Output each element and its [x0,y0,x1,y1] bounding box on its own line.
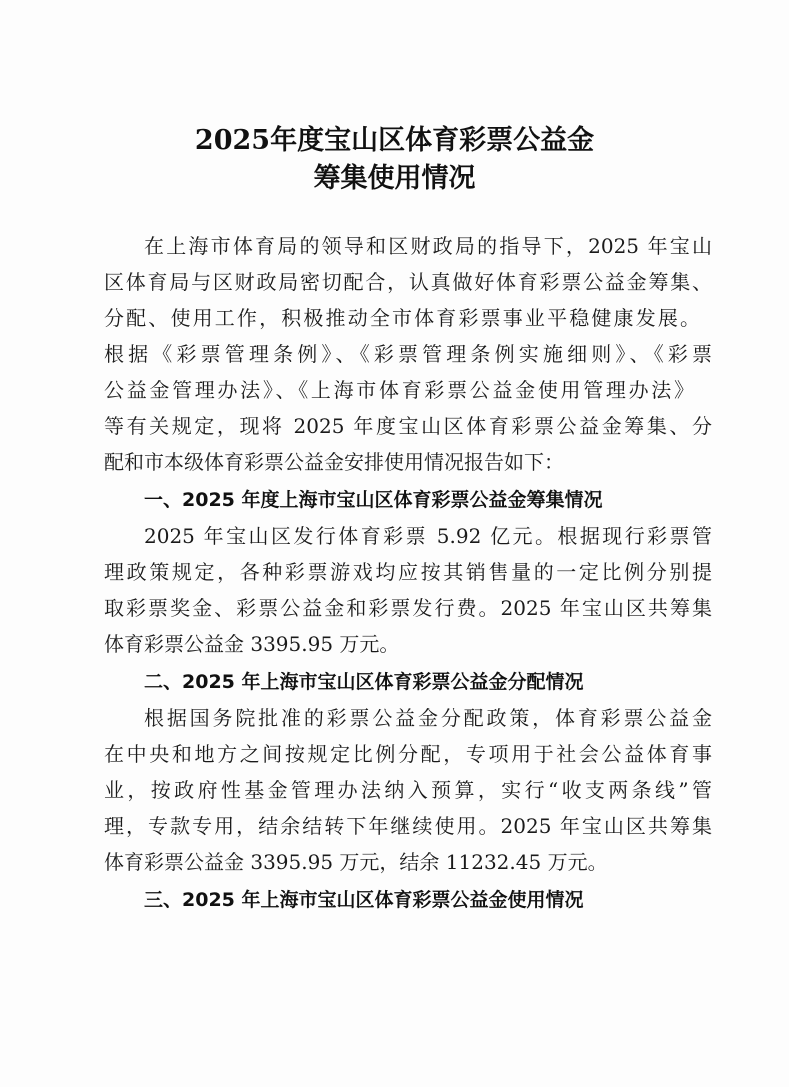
section-2-line-4: 理，专款专用，结余结转下年继续使用。2025 年宝山区共筹集 [104,814,712,838]
intro-line-7: 配和市本级体育彩票公益金安排使用情况报告如下： [104,450,564,474]
intro-line-4: 根据《彩票管理条例》、《彩票管理条例实施细则》、《彩票 [104,342,712,366]
section-1-line-1: 2025 年宝山区发行体育彩票 5.92 亿元。根据现行彩票管 [144,524,712,548]
section-2-line-3: 业，按政府性基金管理办法纳入预算，实行“收支两条线”管 [104,778,712,802]
section-2-line-5: 体育彩票公益金 3395.95 万元，结余 11232.45 万元。 [104,850,608,874]
document-title-line-2: 筹集使用情况 [313,163,476,194]
section-2-line-2: 在中央和地方之间按规定比例分配，专项用于社会公益体育事 [104,742,712,766]
section-2-heading: 二、2025 年上海市宝山区体育彩票公益金分配情况 [144,671,584,693]
section-1-heading: 一、2025 年度上海市宝山区体育彩票公益金筹集情况 [144,489,603,511]
intro-line-2: 区体育局与区财政局密切配合，认真做好体育彩票公益金筹集、 [104,270,712,294]
section-1-line-2: 理政策规定，各种彩票游戏均应按其销售量的一定比例分别提 [104,560,712,584]
section-1-line-3: 取彩票奖金、彩票公益金和彩票发行费。2025 年宝山区共筹集 [104,596,712,620]
intro-line-3: 分配、使用工作，积极推动全市体育彩票事业平稳健康发展。 [104,306,700,330]
intro-line-5: 公益金管理办法》、《上海市体育彩票公益金使用管理办法》 [104,378,694,402]
section-2-line-1: 根据国务院批准的彩票公益金分配政策，体育彩票公益金 [144,706,712,730]
document-title-line-1: 2025年度宝山区体育彩票公益金 [194,125,595,156]
section-1-line-4: 体育彩票公益金 3395.95 万元。 [104,632,400,656]
intro-line-6: 等有关规定，现将 2025 年度宝山区体育彩票公益金筹集、分 [104,414,712,438]
section-3-heading: 三、2025 年上海市宝山区体育彩票公益金使用情况 [144,889,584,911]
intro-line-1: 在上海市体育局的领导和区财政局的指导下，2025 年宝山 [144,234,712,258]
